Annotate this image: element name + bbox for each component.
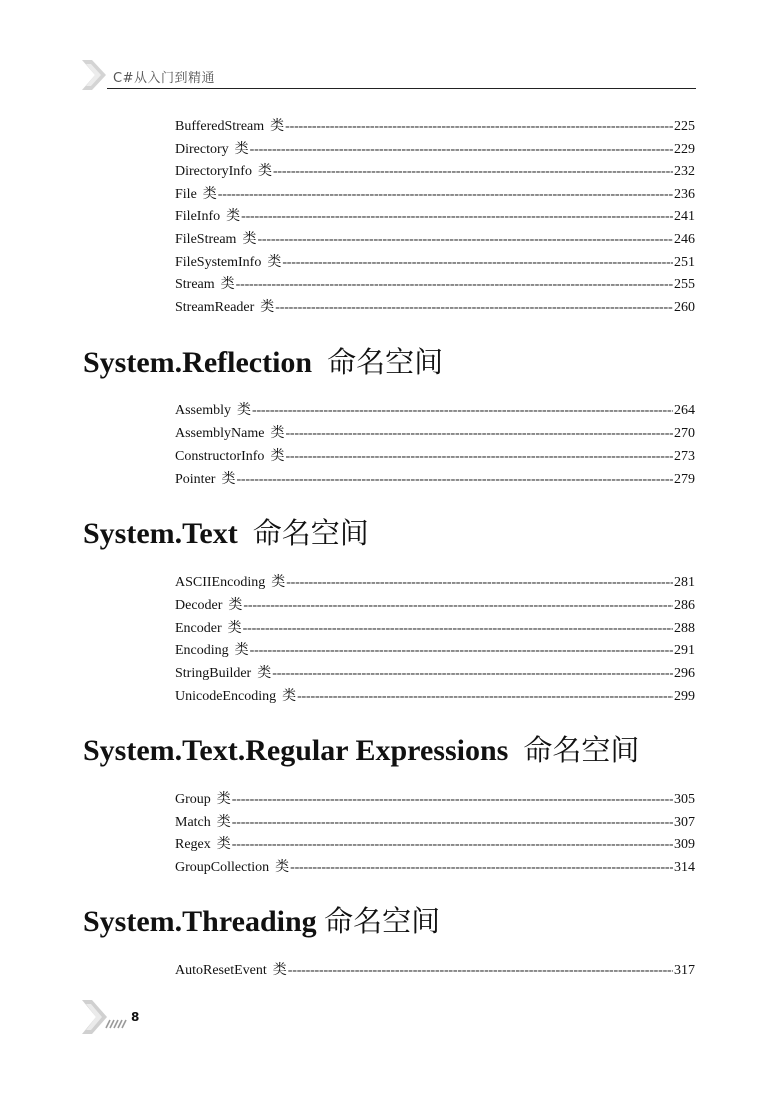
dot-leader (218, 185, 673, 205)
entry-page-number: 291 (674, 643, 695, 658)
entry-page-number: 299 (674, 689, 695, 704)
entry-name: BufferedStream (175, 119, 265, 134)
entry-page-number: 296 (674, 666, 695, 681)
entry-suffix: 类 (271, 575, 286, 590)
entry-name: Group (175, 792, 211, 807)
dot-leader (232, 813, 673, 833)
entry-name: AssemblyName (175, 426, 265, 441)
entry-page-number: 279 (674, 472, 695, 487)
section-heading (83, 901, 440, 941)
toc-entry[interactable] (175, 424, 695, 444)
dot-leader (288, 961, 673, 981)
entry-name: Assembly (175, 403, 231, 418)
entry-name: Stream (175, 277, 215, 292)
entry-suffix: 类 (234, 643, 249, 658)
toc-entry[interactable] (175, 790, 695, 810)
entry-page-number: 251 (674, 255, 695, 270)
dot-leader (272, 664, 673, 684)
entry-name: StringBuilder (175, 666, 252, 681)
entry-page-number: 307 (674, 815, 695, 830)
entry-page-number: 232 (674, 164, 695, 179)
heading-suffix: 命名空间 (252, 516, 369, 550)
entry-suffix: 类 (270, 119, 285, 134)
toc-entry[interactable] (175, 447, 695, 467)
dot-leader (236, 470, 673, 490)
dot-leader (252, 401, 673, 421)
toc-entry[interactable] (175, 230, 695, 250)
heading-namespace: System.Threading (83, 905, 317, 938)
heading-suffix: 命名空间 (327, 345, 444, 379)
toc-entry[interactable] (175, 596, 695, 616)
toc-entry[interactable] (175, 117, 695, 137)
dot-leader (257, 230, 673, 250)
toc-entry[interactable] (175, 687, 695, 707)
heading-namespace: System.Reflection (83, 346, 313, 379)
entry-page-number: 305 (674, 792, 695, 807)
toc-entry[interactable] (175, 470, 695, 490)
entry-name: FileSystemInfo (175, 255, 262, 270)
heading-suffix: 命名空间 (324, 904, 441, 938)
entry-page-number: 288 (674, 621, 695, 636)
book-title: C#从入门到精通 (113, 71, 215, 86)
entry-page-number: 264 (674, 403, 695, 418)
entry-name: UnicodeEncoding (175, 689, 277, 704)
dot-leader (297, 687, 673, 707)
entry-suffix: 类 (237, 403, 251, 418)
entry-page-number: 229 (674, 142, 695, 157)
entry-suffix: 类 (220, 277, 235, 292)
toc-entry[interactable] (175, 162, 695, 182)
toc-entry[interactable] (175, 619, 695, 639)
entry-name: ConstructorInfo (175, 449, 265, 464)
dot-leader (273, 162, 673, 182)
heading-namespace: System.Text (83, 517, 238, 550)
dot-leader (286, 573, 673, 593)
entry-page-number: 241 (674, 209, 695, 224)
entry-name: Encoder (175, 621, 222, 636)
entry-name: ASCIIEncoding (175, 575, 266, 590)
entry-suffix: 类 (275, 860, 290, 875)
entry-page-number: 286 (674, 598, 695, 613)
entry-page-number: 260 (674, 300, 695, 315)
dot-leader (250, 641, 673, 661)
entry-suffix: 类 (242, 232, 257, 247)
entry-page-number: 255 (674, 277, 695, 292)
entry-page-number: 273 (674, 449, 695, 464)
entry-suffix: 类 (216, 792, 231, 807)
entry-name: GroupCollection (175, 860, 270, 875)
toc-entry[interactable] (175, 641, 695, 661)
dot-leader (250, 140, 673, 160)
toc-entry[interactable] (175, 401, 695, 421)
toc-entry[interactable] (175, 664, 695, 684)
entry-name: Regex (175, 837, 211, 852)
chevron-stripes-logo-icon (80, 998, 132, 1036)
toc-entry[interactable] (175, 961, 695, 981)
header-rule (107, 88, 696, 89)
entry-suffix: 类 (221, 472, 236, 487)
entry-name: Match (175, 815, 211, 830)
toc-entry[interactable] (175, 813, 695, 833)
entry-suffix: 类 (267, 255, 282, 270)
toc-entry[interactable] (175, 253, 695, 273)
dot-leader (290, 858, 673, 878)
entry-suffix: 类 (260, 300, 275, 315)
entry-suffix: 类 (257, 164, 272, 179)
entry-page-number: 246 (674, 232, 695, 247)
entry-name: Encoding (175, 643, 229, 658)
entry-page-number: 309 (674, 837, 695, 852)
toc-entry[interactable] (175, 275, 695, 295)
dot-leader (285, 424, 673, 444)
entry-name: Decoder (175, 598, 223, 613)
entry-name: Pointer (175, 472, 216, 487)
entry-suffix: 类 (227, 621, 242, 636)
page-footer (0, 990, 762, 1050)
entry-suffix: 类 (282, 689, 297, 704)
dot-leader (236, 275, 673, 295)
entry-name: Directory (175, 142, 229, 157)
dot-leader (232, 790, 673, 810)
dot-leader (243, 619, 673, 639)
entry-page-number: 225 (674, 119, 695, 134)
entry-suffix: 类 (216, 815, 231, 830)
toc-entry[interactable] (175, 207, 695, 227)
entry-suffix: 类 (272, 963, 287, 978)
entry-suffix: 类 (270, 449, 285, 464)
page-header (0, 0, 762, 100)
dot-leader (275, 298, 673, 318)
entry-page-number: 281 (674, 575, 695, 590)
entry-name: AutoResetEvent (175, 963, 267, 978)
section-heading (83, 513, 369, 553)
section-heading (83, 730, 639, 770)
dot-leader (241, 207, 673, 227)
entry-name: File (175, 187, 197, 202)
entry-suffix: 类 (270, 426, 285, 441)
entry-page-number: 236 (674, 187, 695, 202)
entry-page-number: 317 (674, 963, 695, 978)
dot-leader (282, 253, 673, 273)
entry-suffix: 类 (234, 142, 249, 157)
entry-name: FileInfo (175, 209, 221, 224)
entry-page-number: 314 (674, 860, 695, 875)
entry-suffix: 类 (228, 598, 243, 613)
entry-suffix: 类 (226, 209, 241, 224)
heading-namespace: System.Text.Regular Expressions (83, 734, 509, 767)
chevron-logo-icon (80, 58, 110, 92)
dot-leader (243, 596, 673, 616)
entry-suffix: 类 (202, 187, 217, 202)
toc-entry[interactable] (175, 858, 695, 878)
toc-entry[interactable] (175, 185, 695, 205)
entry-page-number: 270 (674, 426, 695, 441)
entry-suffix: 类 (257, 666, 272, 681)
section-heading (83, 342, 443, 382)
dot-leader (232, 835, 673, 855)
dot-leader (285, 117, 673, 137)
heading-suffix: 命名空间 (523, 733, 640, 767)
toc-entry[interactable] (175, 298, 695, 318)
dot-leader (285, 447, 673, 467)
toc-entry[interactable] (175, 835, 695, 855)
toc-entry[interactable] (175, 140, 695, 160)
page-number: 8 (131, 1010, 140, 1024)
entry-suffix: 类 (216, 837, 231, 852)
entry-name: FileStream (175, 232, 237, 247)
entry-name: DirectoryInfo (175, 164, 252, 179)
toc-entry[interactable] (175, 573, 695, 593)
entry-name: StreamReader (175, 300, 255, 315)
